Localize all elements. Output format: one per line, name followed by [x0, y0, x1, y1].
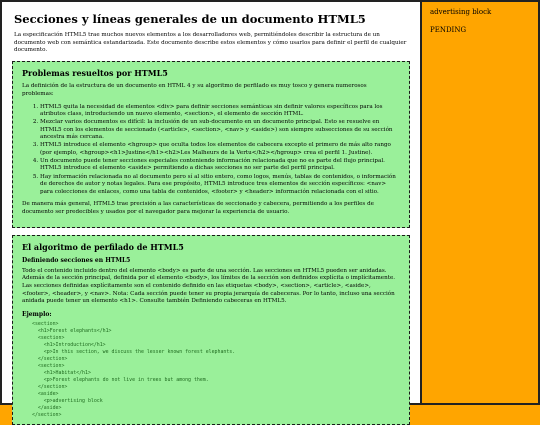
list-item: 5. Hay información relacionada no al documento pero sí al sitio entero, como logos, menús, tablas de contenidos, o información de derechos de autor y notas legales. Para ese propósito, HTML5 introduce tres elementos de sección específicos: <nav> para colecciones de enlaces, como una tabla de contenidos, <footer> y <header> información relacionada con el sitio. [40, 174, 400, 197]
section-algorithm-heading: El algoritmo de perfilado de HTML5 [22, 241, 184, 252]
advertising-label: advertising block [430, 8, 492, 16]
section-algorithm [12, 235, 410, 425]
aside-panel [424, 2, 538, 403]
list-item: 4. Un documento puede tener secciones especiales conteniendo información relacionada que no es parte del flujo principal. HTML5 introduce el elemento <aside> permitiendo a dichas secciones no ser parte del perfil principal. [40, 158, 400, 173]
code-example: <section> <h1>Forest elephants</h1> <section> <h1>Introduction</h1> <p>In this section, we discuss the lesser known forest elephants. </section> <section> <h1>Habitat</h1> <p>Forest elephants do not live in trees but among them. </section> <aside> <p>advertising block </aside> </section> [32, 321, 236, 418]
intro-paragraph: La especificación HTML5 trae muchos nuevos elementos a los desarrolladores web, permitiéndoles describir la estructura de un documento web con semántica estandarizada. Este documento describe estos elementos y cómo usarlos para definir el perfil de cualquier documento. [14, 32, 407, 54]
section-algorithm-body: Todo el contenido incluido dentro del elemento <body> es parte de una sección. Las secciones en HTML5 pueden ser anidadas. Además de la sección principal, definida por el elemento <body>, los límites de la sección son definidos explícita o implícitamente. Las secciones definidas explícitamente son el contenido definido en las etiquetas <body>, <section>, <article>, <aside>, <footer>, <header>, y <nav>. Nota: Cada sección puede tener su propia jerarquía de cabeceras. Por lo tanto, incluso una sección anidada puede tener un elemento <h1>. Consulte también Definiendo cabeceras en HTML5. [22, 267, 396, 305]
example-label: Ejemplo: [22, 311, 52, 319]
section-problems-lead: La definición de la estructura de un documento en HTML 4 y su algoritmo de perfilado es muy tosco y genera numerosos problemas: [22, 83, 367, 97]
section-problems [12, 61, 410, 227]
section-problems-closing: De manera más general, HTML5 trae precisión a las características de seccionado y cabecera, permitiendo a los perfiles de documento ser predecibles y usados por el navegador para mejorar la experiencia de usuario. [22, 201, 374, 215]
page-title: Secciones y líneas generales de un documento HTML5 [14, 12, 366, 26]
status-text: PENDING [430, 26, 467, 35]
section-algorithm-subheading: Definiendo secciones en HTML5 [22, 256, 131, 264]
list-item: 1. HTML5 quita la necesidad de elementos <div> para definir secciones semánticas sin definir valores específicos para los atributos class, introduciendo un nuevo elemento, <section>, el elemento de sección HTML. [40, 104, 400, 119]
list-item: 3. HTML5 introduce el elemento <hgroup> que oculta todos los elementos de cabecera excepto el primero de más alto rango (por ejemplo, <hgroup><h1>Justine</h1><h2>Les Malheurs de la Vertu</h2></hgroup> crea el perfil 1. Justine). [40, 142, 400, 157]
main-content [2, 2, 422, 418]
section-problems-heading: Problemas resueltos por HTML5 [22, 68, 168, 79]
list-item: 2. Mezclar varios documentos es difícil: la inclusión de un sub-documento en un documento principal. Esto se resuelve en HTML5 con los elementos de seccionado (<article>, <section>, <nav> y <aside>) son siempre subsecciones de su sección ancestra más cercana. [40, 119, 400, 142]
problems-list [22, 104, 400, 197]
